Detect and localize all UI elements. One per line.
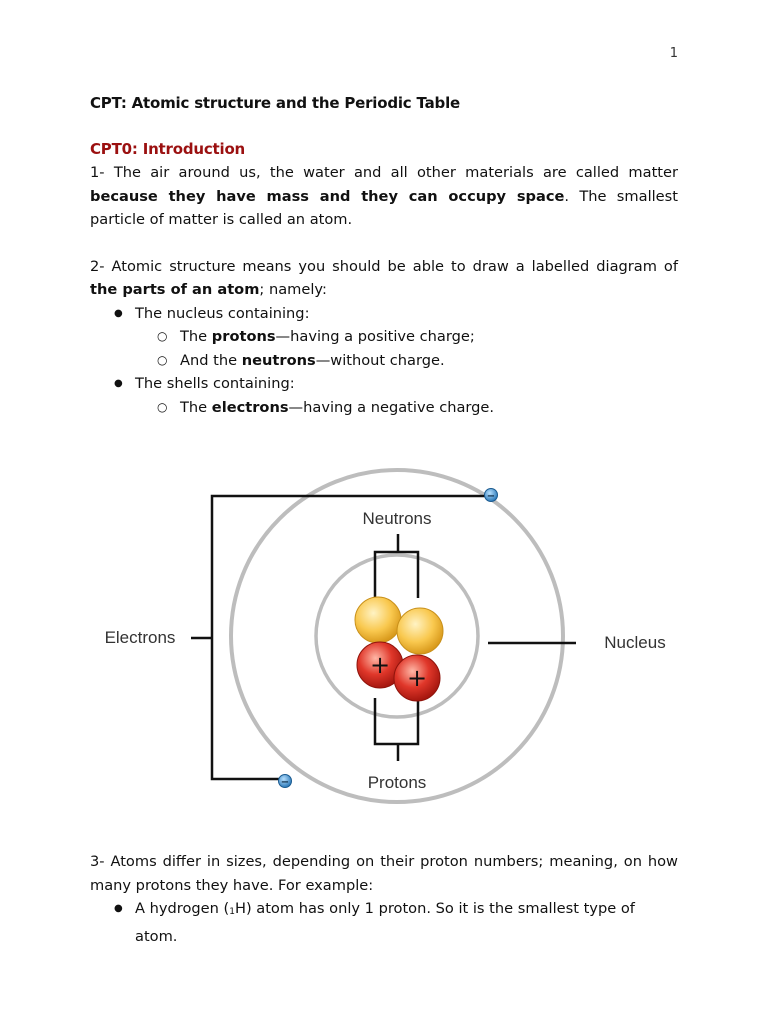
paragraph-2-tail: ; namely: [259,281,327,298]
paragraph-1-tail: . The smallest particle of matter is called an atom. [90,187,678,228]
hydrogen-post: ) atom has only 1 proton. So it is the smallest type of atom. [135,900,635,945]
atom-diagram [90,438,690,838]
section-heading: CPT0: Introduction [90,139,246,158]
protons-bracket [375,698,418,744]
nucleus-label: Nucleus [604,633,666,652]
protons-label: Protons [367,773,427,792]
neutrons-pre: And the [180,351,242,369]
atom-parts-list [90,302,678,420]
list-item-shells: The shells containing: [135,375,295,392]
paragraph-1-lead: 1- The air around us, the water and all other materials are called matter [90,164,678,181]
protons-pre: The [180,328,212,345]
list-item [90,302,678,373]
electrons-leader [212,496,492,779]
hydrogen-subscript: 1 [229,907,235,917]
paragraph-1-bold: because they have mass and they can occupy space [90,187,565,205]
document-title: CPT: Atomic structure and the Periodic Table [90,94,460,112]
list-item [135,396,678,420]
shells-sublist [135,396,678,420]
paragraph-1 [90,161,678,232]
electron-sign: − [280,777,290,788]
hydrogen-pre: A hydrogen ( [135,900,230,917]
document-body [90,92,678,419]
electrons-label: Electrons [104,628,176,647]
list-item [135,325,678,349]
paragraph-2-lead: 2- Atomic structure means you should be able to draw a labelled diagram of [90,257,678,275]
page-number: 1 [669,46,678,61]
electrons-term: electrons [211,398,289,416]
paragraph-2 [90,255,678,302]
nucleus-sublist [135,325,678,372]
electron-sign: − [486,491,496,502]
neutron [397,608,443,654]
inner-shell [316,555,478,717]
hydrogen-symbol: H [234,900,246,917]
list-item-nucleus: The nucleus containing: [135,304,310,322]
proton-sign: + [369,651,391,679]
paragraph-3: 3- Atoms differ in sizes, depending on their proton numbers; meaning, on how many protons they have. For example: [90,853,678,894]
protons-term: protons [211,328,276,345]
paragraph-2-bold: the parts of an atom [90,281,260,298]
examples-list [90,897,678,948]
proton-sign: + [406,664,428,692]
neutron [355,597,401,643]
electrons-post: —having a negative charge. [288,398,495,416]
neutrons-label: Neutrons [362,509,432,528]
neutrons-bracket [375,552,418,598]
list-item [90,897,678,948]
electrons-pre: The [180,398,212,416]
neutrons-term: neutrons [241,351,316,369]
list-item [135,349,678,373]
list-item [90,372,678,419]
neutrons-post: —without charge. [315,351,445,369]
section-3 [90,850,678,948]
protons-post: —having a positive charge; [275,328,475,345]
